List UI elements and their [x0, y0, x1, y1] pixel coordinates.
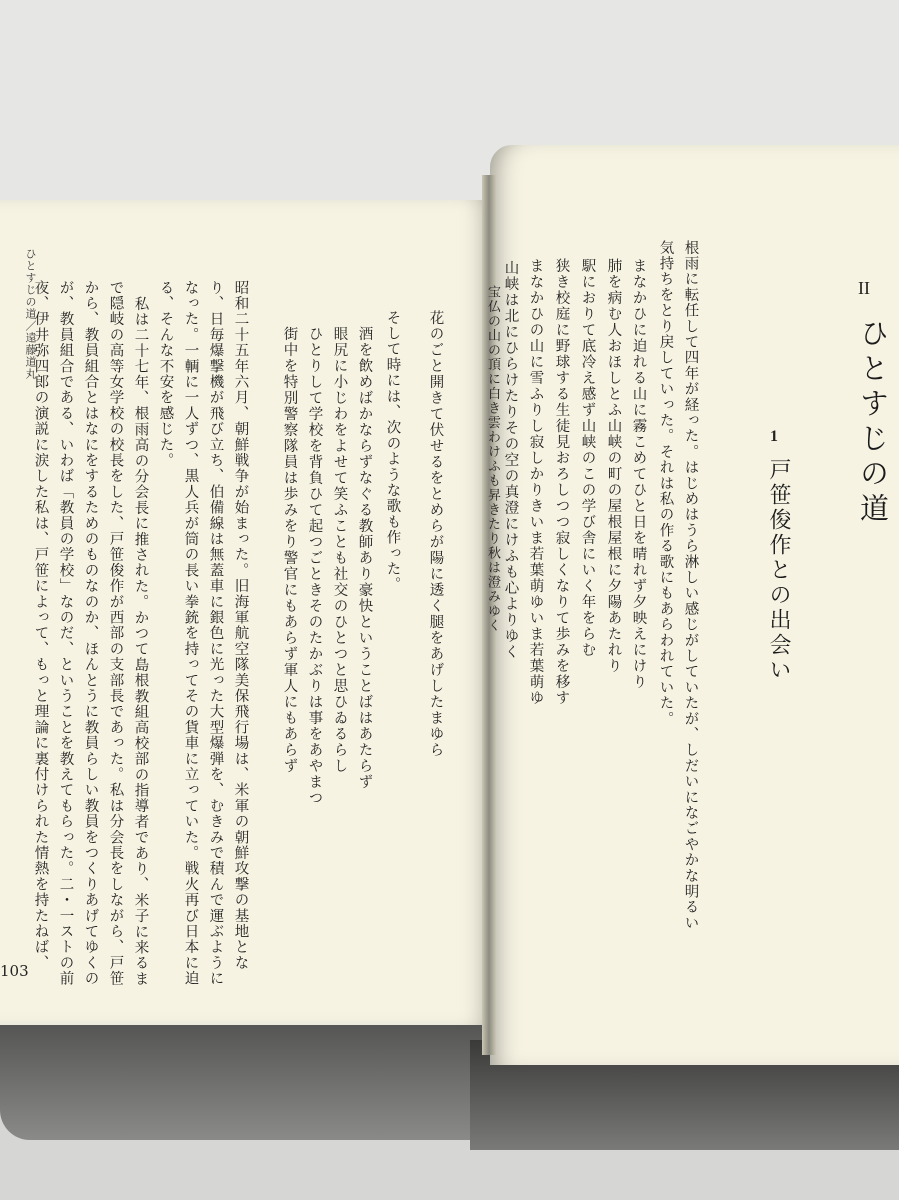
left-text-line-9: なった。一輌に一人ずつ、黒人兵が筒の長い拳銃を持ってその貨車に立っていた。戦火再び日本に迫: [182, 280, 199, 987]
page-number: 103: [0, 962, 29, 980]
left-text-line-2: そして時には、次のような歌も作った。: [384, 310, 401, 593]
right-poem-line-3: まなかひに迫れる山に霧こめてひと日を晴れず夕映えにけり: [630, 258, 647, 690]
left-text-line-15: 夜、伊井弥四郎の演説に涙した私は、戸笹によって、もっと理論に裏付けられた情熱を持たねば、: [32, 280, 49, 971]
left-text-line-13: から、教員組合とはなにをするためのものなのか、ほんとうに教員らしい教員をつくりあげてゆくの: [82, 280, 99, 987]
left-poem-line-6: 街中を特別警察隊員は歩みをり警官にもあらず軍人にもあらず: [281, 326, 298, 774]
left-poem-line-4: 眼尻に小じわをよせて笑ふことも社交のひとつと思ひゐるらし: [331, 326, 348, 774]
left-text-line-11: 私は二十七年、根雨高の分会長に推された。かつて島根教組高校部の指導者であり、米子に来るま: [132, 296, 149, 987]
right-text-line-1: 根雨に転任して四年が経った。はじめはうら淋しい感じがしていたが、しだいになごやかな明るい: [682, 240, 699, 931]
right-poem-line-5: 駅におりて底冷え感ず山峡のこの学び舎にいく年をらむ: [579, 258, 596, 658]
running-header: ひとすじの道／遠藤道丸: [24, 248, 37, 380]
right-poem-line-9: 宝仏の山の頂に白き雲わけふも昇きたり秋は澄みゆく: [485, 285, 500, 633]
chapter-number: II: [858, 278, 870, 298]
section-title: 戸笹俊作との出会い: [766, 458, 791, 683]
left-poem-line-1: 花のごと開きて伏せるをとめらが陽に透く腿をあげしたまゆら: [427, 310, 444, 758]
left-text-line-12: で隠岐の高等女学校の校長をした、戸笹俊作が西部の支部長であった。私は分会長をしながら、戸笹: [107, 280, 124, 987]
right-poem-line-8: 山峡は北にひらけたりその空の真澄にけふも心よりゆく: [502, 260, 519, 660]
left-poem-line-3: 酒を飲めばかならずなぐる教師あり豪快ということばはあたらず: [356, 326, 373, 790]
right-text-line-2: 気持ちをとり戻していった。それは私の作る歌にもあらわれていた。: [657, 240, 674, 727]
left-text-line-8: り、日毎爆撃機が飛び立ち、伯備線は無蓋車に銀色に光った大型爆弾を、むきみで積んで運ぶように: [207, 280, 224, 987]
right-poem-line-6: 狭き校庭に野球する生徒見おろしつつ寂しくなりて歩みを移す: [553, 258, 570, 706]
left-text-line-7: 昭和二十五年六月、朝鮮戦争が始まった。旧海軍航空隊美保飛行場は、米軍の朝鮮攻撃の基地とな: [232, 280, 249, 971]
right-poem-line-4: 肺を病む人おほしとふ山峡の町の屋根屋根に夕陽あたれり: [605, 258, 622, 674]
left-text-line-14: が、教員組合である、いわば「教員の学校」なのだ、ということを教えてもらった。二・一ストの前: [57, 280, 74, 987]
section-number: 1: [770, 428, 778, 445]
left-text-line-10: る、そんな不安を感じた。: [157, 280, 174, 469]
right-poem-line-7: まなかひの山に雪ふりし寂しかりきいま若葉萌ゆいま若葉萌ゆ: [527, 258, 544, 706]
left-poem-line-5: ひとりして学校を背負ひて起つごときそのたかぶりは事をあやまつ: [306, 326, 323, 806]
chapter-title: ひとすじの道: [856, 318, 890, 528]
